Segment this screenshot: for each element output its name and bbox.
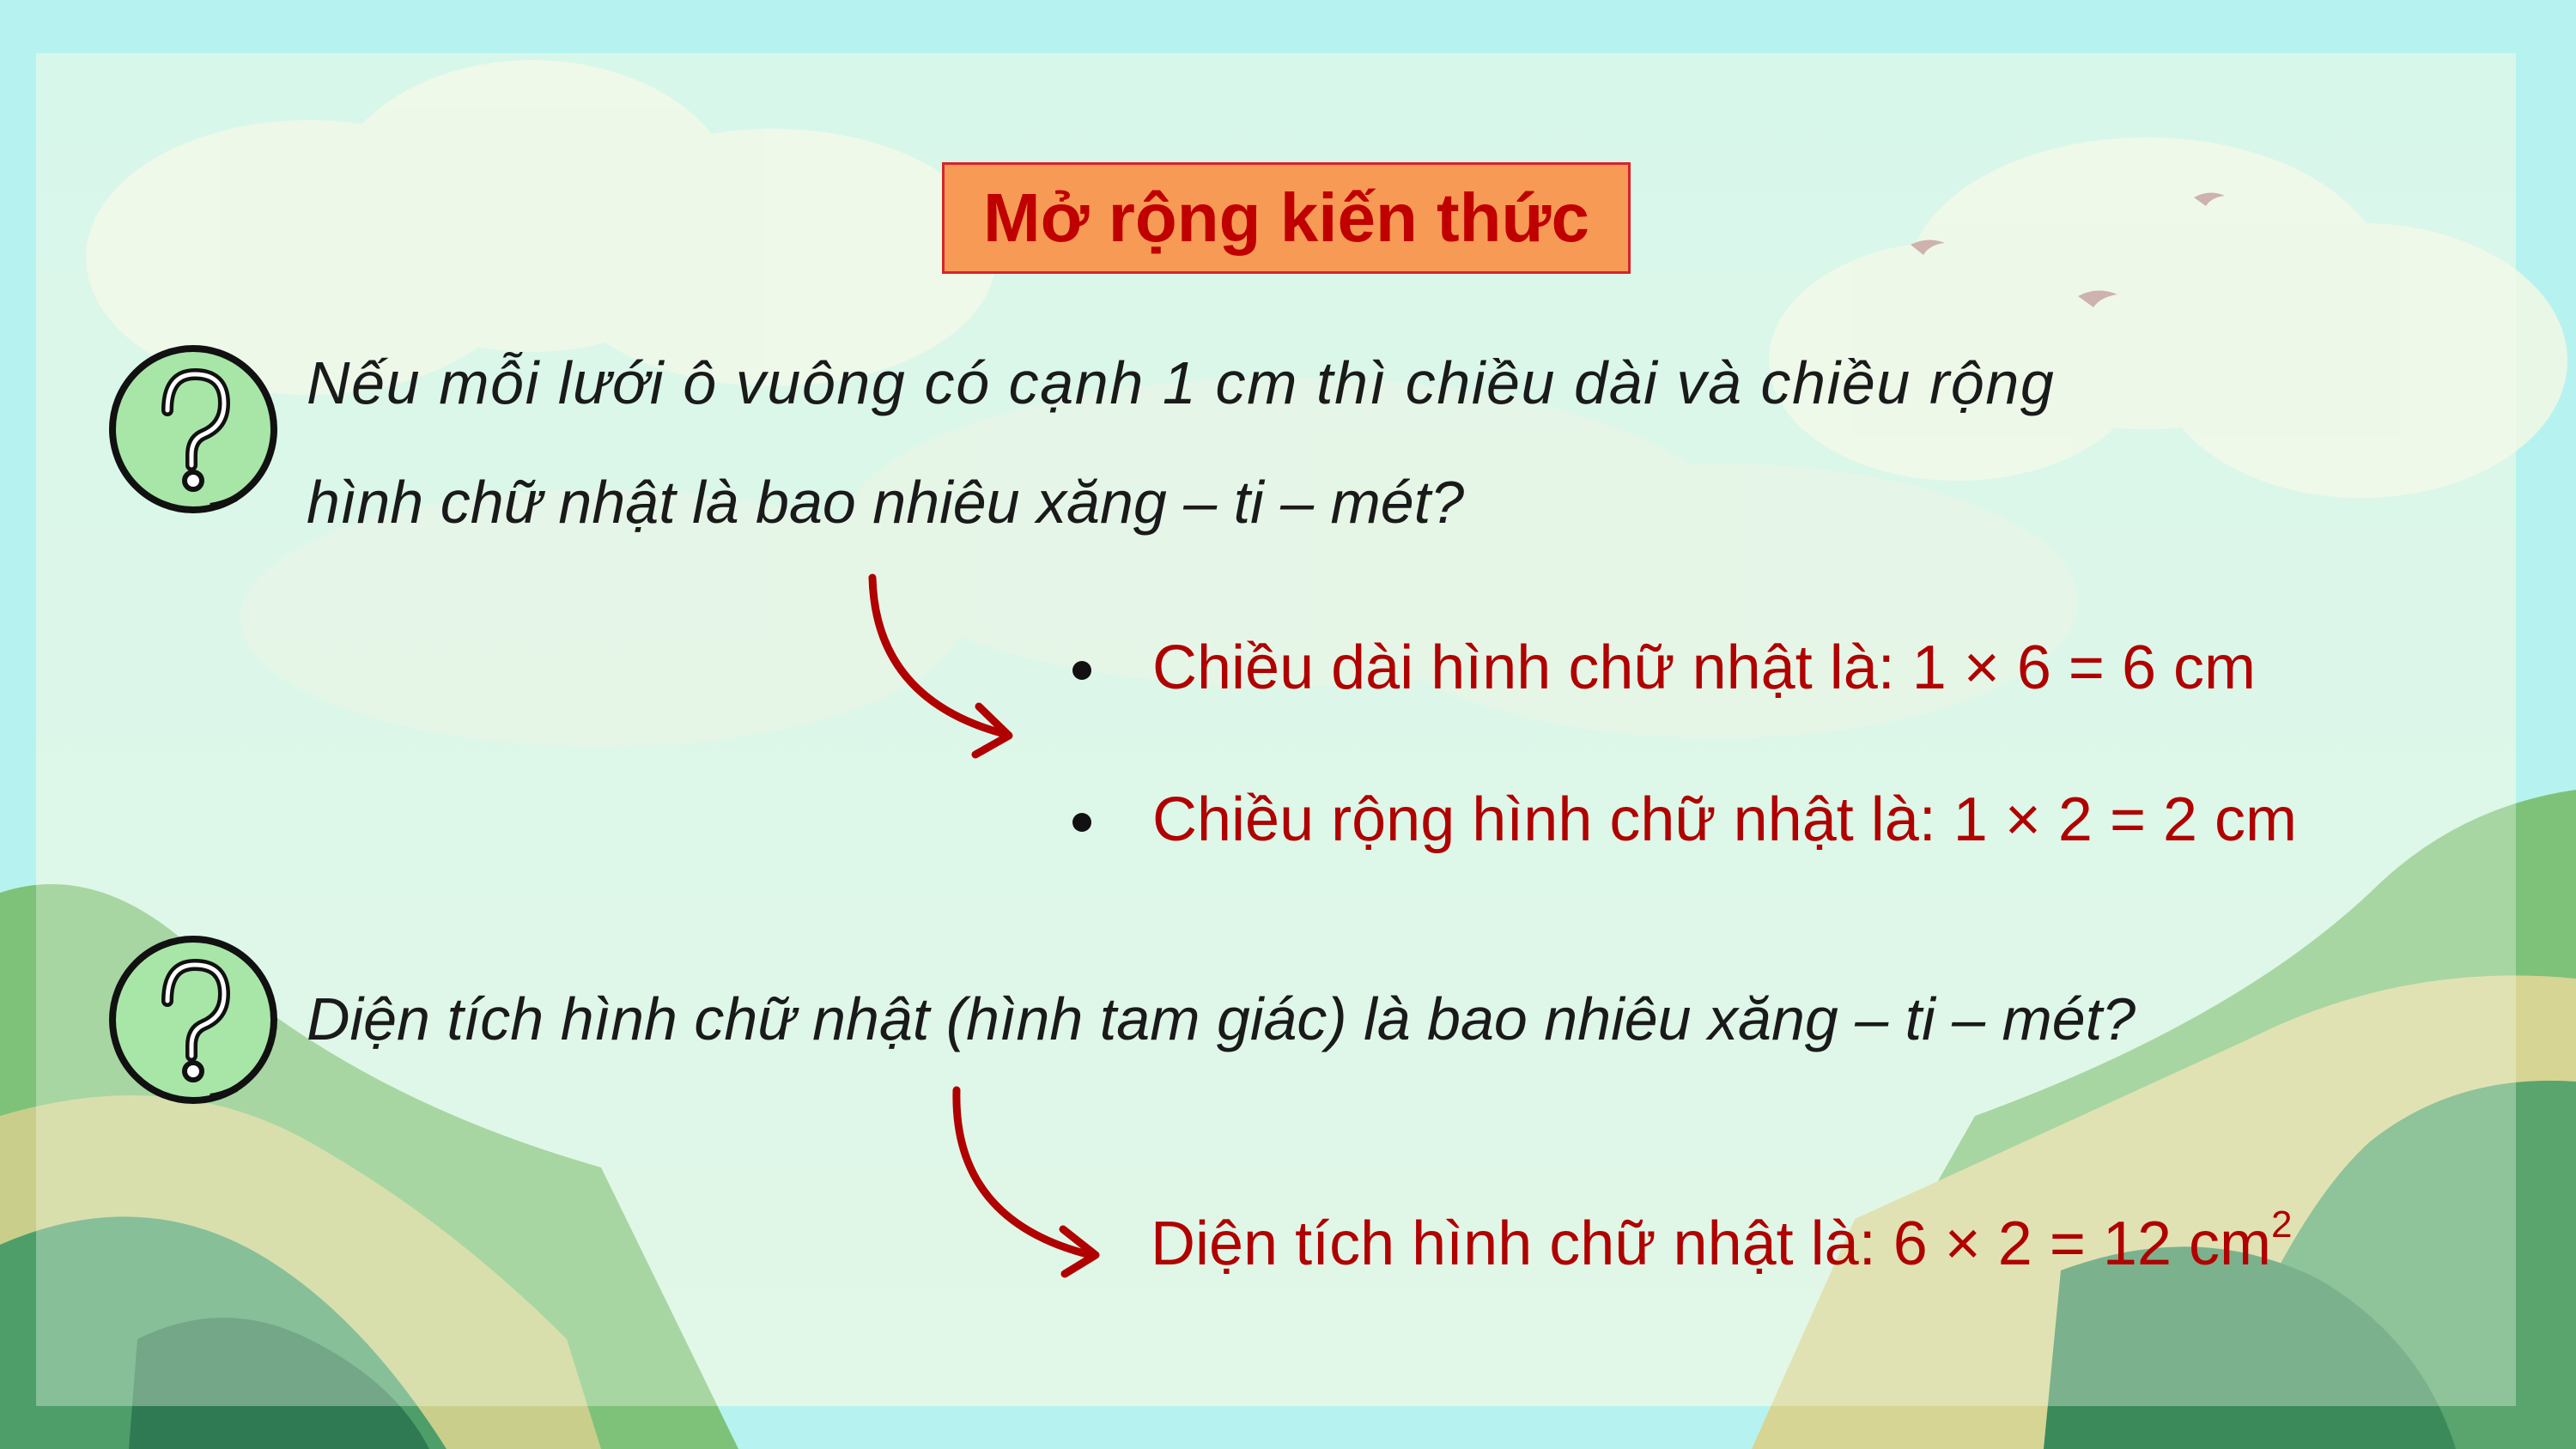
question-1-line-1: Nếu mỗi lưới ô vuông có cạnh 1 cm thì chiều dài và chiều rộng	[307, 349, 2056, 416]
title-banner	[942, 162, 1631, 274]
answer-width: Chiều rộng hình chữ nhật là: 1 × 2 = 2 cm	[1152, 785, 2298, 854]
question-mark-icon	[107, 343, 279, 515]
answer-area-text: Diện tích hình chữ nhật là: 6 × 2 = 12 cm	[1151, 1210, 2271, 1278]
question-1-line-2: hình chữ nhật là bao nhiêu xăng – ti – mét?	[307, 469, 1465, 536]
answer-length: Chiều dài hình chữ nhật là: 1 × 6 = 6 cm	[1152, 634, 2256, 702]
arrow-icon	[850, 571, 1039, 768]
answer-area	[1151, 1203, 2293, 1279]
arrow-icon	[936, 1083, 1125, 1281]
page-title: Mở rộng kiến thức	[983, 179, 1589, 256]
question-2-line-1: Diện tích hình chữ nhật (hình tam giác) là bao nhiêu xăng – ti – mét?	[307, 985, 2136, 1052]
bullet-point	[1072, 813, 1091, 832]
answer-area-superscript: 2	[2270, 1203, 2293, 1246]
bullet-point	[1072, 661, 1091, 680]
question-mark-icon	[107, 934, 279, 1106]
